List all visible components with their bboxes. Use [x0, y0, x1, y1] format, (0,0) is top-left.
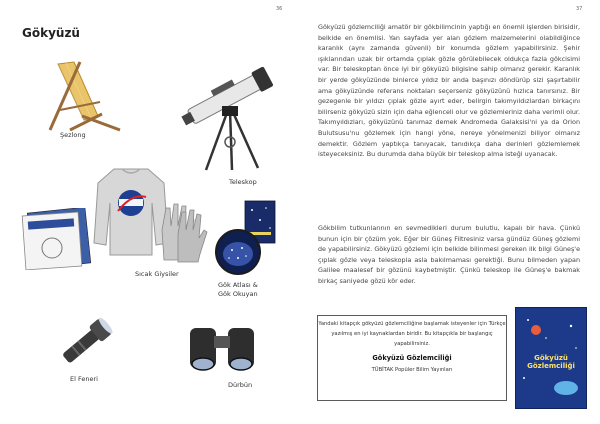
- telescope-image: [176, 52, 286, 172]
- book-cover-title: Gökyüzü Gözlemciliği: [527, 354, 575, 370]
- deck-chair-image: [40, 58, 130, 133]
- book-cover-image: [515, 307, 587, 409]
- right-page: [300, 0, 600, 424]
- box-text: Yandaki kitapçık gökyüzü gözlemciliğine başlamak isteyenler için Türkçe yazılmış en iyi kaynaklardan biridir. Bu kitapçıkla bir başlangıç yapabilirsiniz.: [318, 321, 506, 347]
- caption-el-feneri: El Feneri: [70, 375, 98, 383]
- caption-gok-atlasi: Gök Atlası & Gök Okuyan: [218, 281, 258, 298]
- caption-teleskop: Teleskop: [229, 178, 257, 186]
- planisphere-image: [214, 228, 262, 276]
- paragraph-2: Gökbilim tutkunlarının en sevmedikleri durum bulutlu, kapalı bir hava. Çünkü bunun için bir çözüm yok. Eğer bir Güneş Filtresiniz varsa gündüz Güneş gözlemi de yapabilirsiniz. Gökyüzü gözlemi için belkide bilinmesi gereken ilk bilgi Güneş'e çıplak gözle veya teleskopla asla bakılmaması gerektiği. Bunu bilmeden yapan Galilee maalesef bir gözünü kaybetmiştir. Çünkü teleskop ile Güneş'e bakmak birkaç saniyede gözü kör eder.: [318, 224, 580, 285]
- page-number: 36: [276, 6, 283, 12]
- gloves-image: [158, 200, 208, 264]
- caption-durbun: Dürbün: [228, 381, 253, 389]
- book-recommendation-box: [317, 315, 507, 401]
- box-book-name: Gökyüzü Gözlemciliği: [372, 354, 452, 362]
- binoculars-image: [186, 318, 260, 376]
- caption-sezlong: Şezlong: [60, 131, 86, 139]
- page-number: 37: [576, 6, 583, 12]
- caption-sicak-giysiler: Sıcak Giysiler: [135, 270, 179, 278]
- box-publisher: TÜBİTAK Popüler Bilim Yayınları: [371, 367, 453, 373]
- flashlight-image: [50, 310, 120, 376]
- paragraph-1: Gökyüzü gözlemciliği amatör bir gökbilimcinin yaptığı en önemli işlerden birisidir, belkide en önemlisi. Yan sayfada yer alan gözlem malzemelerini olabildiğince karanlık (aynı zamanda güvenli) bir konumda gözlem yapabilirsiniz. Şehir ışıklarından uzak bir ortamda çıplak gözle görülebilecek oldukça fazla gökcisimi var. Bir teleskoptan önce iyi bir gökyüzü bilgisine sahip olmanız gerekir. Karanlık bir yerde gökyüzünde binlerce yıldız bir anda başınızı döndürüp sizi şaşırtabilir ama gökyüzünde referans noktaları seçerseniz gökyüzünü hızlıca tanırsınız. Bir gezegenle bir yıldızı çıplak gözle ayırt eder, belirgin takımyıldızlardan birkaçını bilirseniz gökyüzü sizin için daha eğlenceli olur ve gözlemleriniz daha verimli olur. Takımyıldızları, gökyüzünü tanımaz demek Andromeda Galaksisi'ni ya da Orion Bulutsusu'nu gözlemek için hangi yöne, nereye yönelmenizi biliyor olmanız demektir. Gözlem yaptıkça tanıyacak, tanıdıkça daha derinleri gözlemlemek isteyeceksiniz. Bu durumda daha büyük bir teleskop alma isteği uyanacak.: [318, 23, 580, 159]
- star-atlas-image: [20, 208, 92, 270]
- page-title: Gökyüzü: [22, 26, 80, 40]
